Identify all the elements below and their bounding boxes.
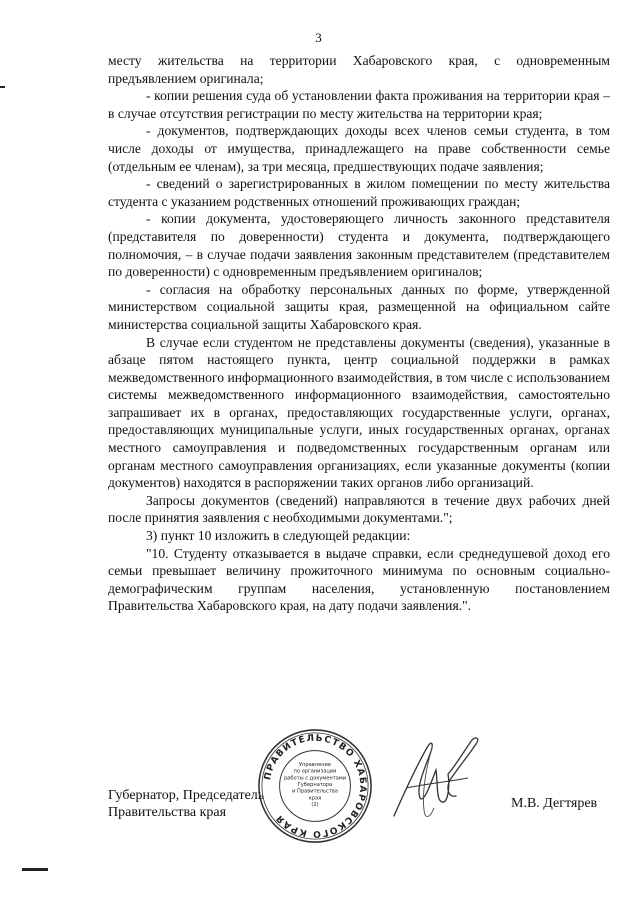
page-number: 3 xyxy=(315,30,322,45)
paragraph: "10. Студенту отказывается в выдаче справки, если среднедушевой доход его семьи превышает величину прожиточного минимума по основным социально-демографическим группам населения, установленную постановлением Правительства Хабаровского края, на дату подачи заявления.". xyxy=(108,545,610,614)
handwritten-signature xyxy=(376,728,486,828)
paragraph: месту жительства на территории Хабаровского края, с одновременным предъявлением оригинала; xyxy=(108,53,610,86)
seal-center-line: Губернатора xyxy=(297,782,333,788)
paragraph: - документов, подтверждающих доходы всех членов семьи студента, в том числе доходы от имущества, принадлежащего на праве собственности семье (отдельным ее членам), за три месяца, предшествующих подаче заявления; xyxy=(108,123,610,174)
paragraph: - сведений о зарегистрированных в жилом помещении по месту жительства студента с указанием родственных отношений проживающих граждан; xyxy=(108,176,610,209)
signatory-name: М.В. Дегтярев xyxy=(511,796,598,811)
paragraph: В случае если студентом не представлены документы (сведения), указанные в абзаце пятом настоящего пункта, центр социальной поддержки в рамках межведомственного информационного взаимодействия, в том числе с использованием системы межведомственного информационного взаимодействия, самостоятельно запрашивает их в органах, предоставляющих государственные услуги, органах, предоставляющих муниципальные услуги, иных государственных органах, органах местного самоуправления и подведомственных государственным органам или органам местного самоуправления организациях, если указанные документы (копии документов) находятся в распоряжении таких органов либо организаций. xyxy=(108,334,610,491)
document-body xyxy=(108,52,610,615)
seal-center-line: края xyxy=(308,795,322,802)
scan-artifact xyxy=(22,868,48,871)
official-seal xyxy=(256,727,374,845)
seal-center-line: работы с документами xyxy=(283,775,347,782)
paragraph: 3) пункт 10 изложить в следующей редакции: xyxy=(146,528,411,544)
seal-center-line: Управление xyxy=(298,761,332,768)
seal-ring-text: ПРАВИТЕЛЬСТВО ХАБАРОВСКОГО КРАЯ xyxy=(263,733,368,839)
seal-center-line: (2) xyxy=(311,802,319,809)
seal-center-line: по организации xyxy=(293,768,337,775)
scan-artifact xyxy=(0,86,5,88)
seal-center-line: и Правительства xyxy=(292,788,338,795)
signatory-position-line2: Правительства края xyxy=(108,805,227,820)
paragraph: - копии решения суда об установлении факта проживания на территории края – в случае отсутствия регистрации по месту жительства на территории края; xyxy=(108,88,610,121)
paragraph: - согласия на обработку персональных данных по форме, утвержденной министерством социальной защиты края, размещенной на официальном сайте министерства социальной защиты Хабаровского края. xyxy=(108,281,610,332)
seal-center-text xyxy=(284,762,346,808)
paragraph: - копии документа, удостоверяющего личность законного представителя (представителя по доверенности) студента и документа, подтверждающего полномочия, – в случае подачи заявления законным представителем (представителем по доверенности) с одновременным предъявлением оригиналов; xyxy=(108,211,610,280)
signatory-position xyxy=(108,787,264,821)
paragraph: Запросы документов (сведений) направляются в течение двух рабочих дней после принятия заявления с необходимыми документами."; xyxy=(108,492,610,526)
signatory-position-line1: Губернатор, Председатель xyxy=(108,788,265,803)
